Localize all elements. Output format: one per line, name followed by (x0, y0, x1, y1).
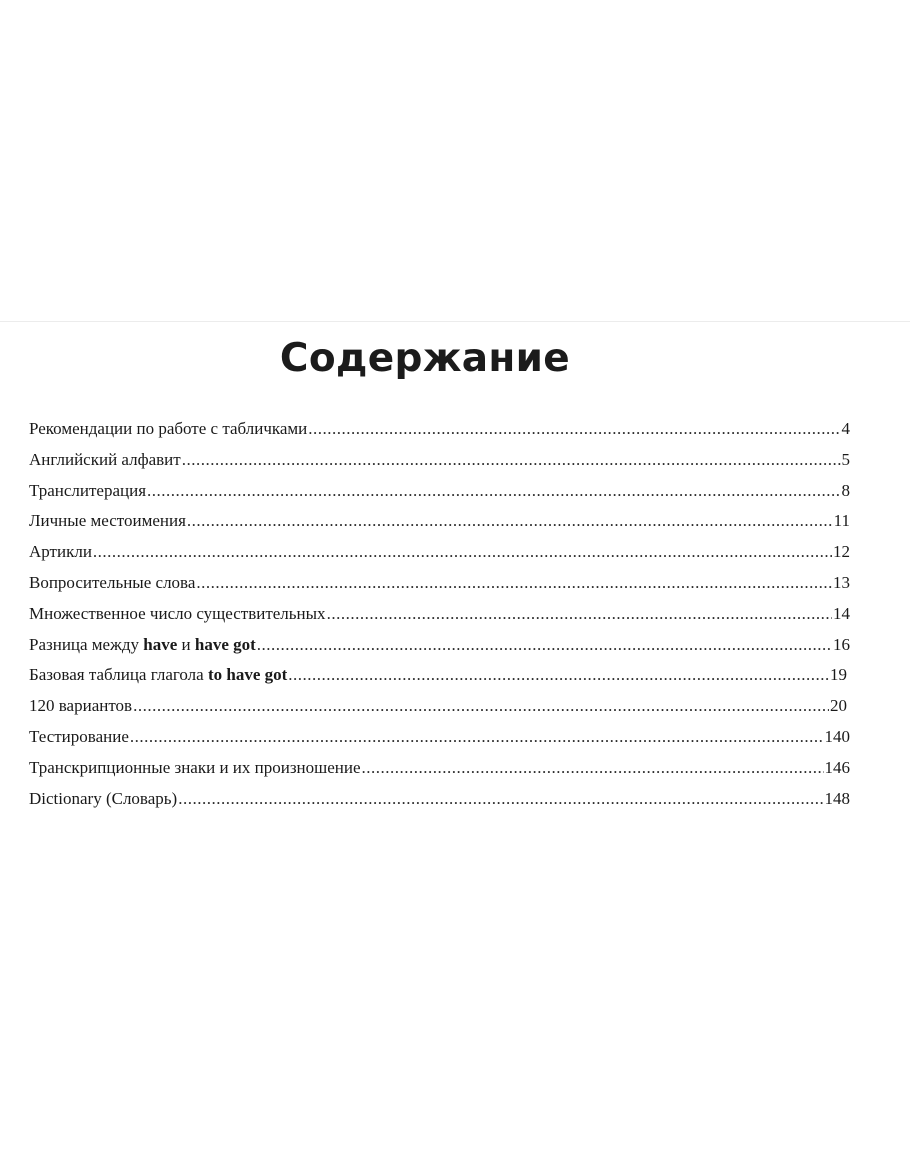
toc-entry-label-text: Личные местоимения (29, 511, 186, 531)
toc-dot-leader (327, 599, 832, 630)
toc-dot-leader (182, 445, 841, 476)
toc-page-number: 16 (833, 634, 850, 654)
toc-entry-label (29, 722, 129, 753)
toc-entry[interactable] (29, 568, 850, 599)
toc-dot-leader (133, 691, 829, 722)
toc-entry-label (29, 753, 361, 784)
toc-page-number: 8 (841, 480, 850, 500)
toc-dot-leader (257, 630, 832, 661)
toc-entry[interactable] (29, 476, 850, 507)
toc-page-number: 148 (824, 788, 850, 808)
toc-page-number: 20 (830, 696, 847, 716)
toc-entry-label (29, 506, 186, 537)
page-title: Содержание (279, 336, 571, 381)
toc-entry-label (29, 568, 195, 599)
toc-entry[interactable] (29, 599, 850, 630)
toc-entry-label (29, 537, 92, 568)
toc-dot-leader (93, 537, 832, 568)
toc-entry-label-text: Тестирование (29, 726, 129, 746)
toc-entry-label-text: Dictionary (Словарь) (29, 788, 178, 808)
toc-entry[interactable] (29, 445, 850, 476)
toc-dot-leader (187, 506, 833, 537)
toc-entry-label-text: Множественное число существительных (29, 603, 326, 623)
toc-entry-label-text: Разница между (29, 634, 144, 654)
toc-entry-label (29, 599, 326, 630)
toc-dot-leader (362, 753, 824, 784)
page-divider (0, 321, 910, 322)
toc-dot-leader (147, 476, 840, 507)
table-of-contents (29, 414, 850, 814)
toc-page-number: 12 (833, 542, 850, 562)
toc-entry-label-text: 120 вариантов (29, 696, 133, 716)
toc-entry-label-bold: have got (194, 634, 256, 654)
toc-entry-label-text: Вопросительные слова (29, 572, 196, 592)
toc-entry[interactable] (29, 660, 850, 691)
toc-entry-label (29, 630, 256, 661)
toc-page-number: 14 (833, 603, 850, 623)
toc-entry-label-text: Транслитерация (29, 480, 147, 500)
toc-entry[interactable] (29, 753, 850, 784)
toc-page-number: 140 (824, 726, 850, 746)
toc-entry-label-text: Английский алфавит (29, 449, 181, 469)
toc-entry-label-text: Базовая таблица глагола (29, 665, 208, 685)
toc-entry-label (29, 660, 287, 691)
toc-entry[interactable] (29, 784, 850, 815)
toc-entry-label-bold: have (143, 634, 178, 654)
toc-page-number: 4 (841, 419, 850, 438)
toc-dot-leader (196, 568, 832, 599)
toc-dot-leader (178, 784, 823, 815)
toc-entry-label (29, 414, 307, 445)
toc-page-number: 146 (824, 757, 850, 777)
toc-entry-label-bold: to have got (207, 665, 288, 685)
toc-entry-label-text: Транскрипционные знаки и их произношение (29, 757, 361, 777)
toc-entry-label-text: Рекомендации по работе с табличками (29, 419, 308, 438)
toc-dot-leader (308, 414, 840, 445)
toc-entry-label (29, 691, 132, 722)
toc-entry-label-text: Артикли (29, 542, 92, 562)
toc-page-number: 5 (841, 449, 850, 469)
toc-entry-label (29, 445, 181, 476)
toc-entry[interactable] (29, 537, 850, 568)
toc-entry[interactable] (29, 722, 850, 753)
toc-entry[interactable] (29, 506, 850, 537)
toc-page-number: 13 (833, 572, 850, 592)
toc-dot-leader (288, 660, 829, 691)
toc-page-number: 11 (833, 511, 850, 531)
toc-entry[interactable] (29, 630, 850, 661)
toc-page-number: 19 (830, 665, 847, 685)
toc-entry-label-text: и (177, 634, 195, 654)
toc-entry-label (29, 784, 177, 815)
toc-entry[interactable] (29, 691, 850, 722)
toc-dot-leader (130, 722, 824, 753)
toc-entry-label (29, 476, 146, 507)
toc-entry[interactable] (29, 414, 850, 445)
